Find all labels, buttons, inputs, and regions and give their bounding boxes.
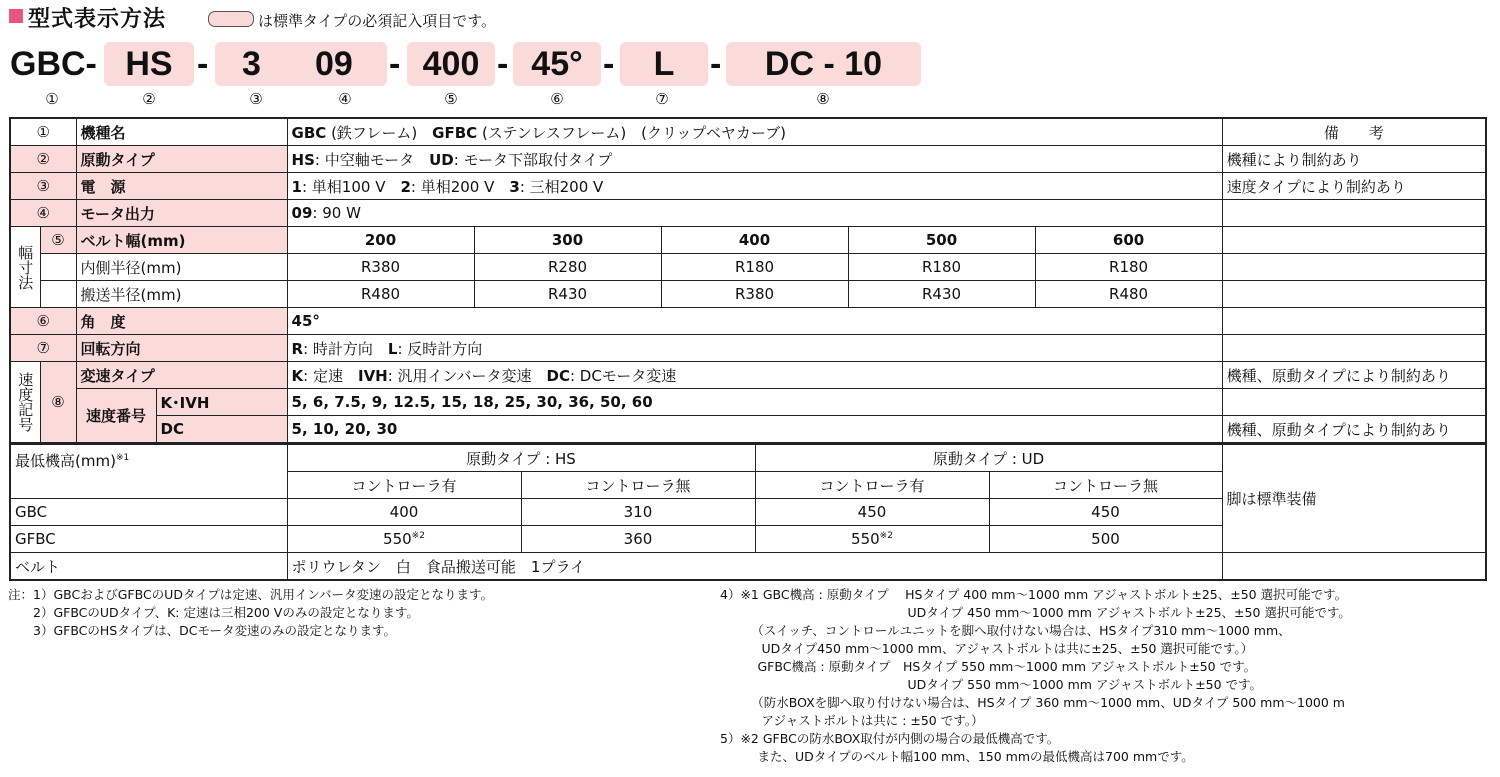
row-number: ② (10, 146, 76, 173)
code-direction: L (620, 42, 708, 86)
table-row (10, 173, 1486, 200)
dimension-label: 幅寸法 (10, 227, 40, 308)
note-line: UDタイプ 450 mm～1000 mm アジャストボルト±25、±50 選択可能です。 (720, 605, 1351, 620)
note-line: （スイッチ、コントロールユニットを脚へ取付けない場合は、HSタイプ310 mm～1000 mm、 (720, 623, 1291, 638)
row-value: 1: 単相100 V 2: 単相200 V 3: 三相200 V (287, 173, 1222, 200)
height-cell: 550$^{※2}$ (287, 526, 521, 553)
row-value: 5, 6, 7.5, 9, 12.5, 15, 18, 25, 30, 36, 50, 60 (287, 389, 1222, 416)
belt-width-cell: 500 (848, 227, 1035, 254)
row-label: 角 度 (76, 308, 287, 335)
code-dash-5: - (710, 45, 722, 83)
row-number: ③ (10, 173, 76, 200)
row-value: 09: 90 W (287, 200, 1222, 227)
note-line: GFBC機高 : 原動タイプ HSタイプ 550 mm～1000 mm アジャストボルト±50 です。 (720, 659, 1257, 674)
row-label: モータ出力 (76, 200, 287, 227)
ud-header: 原動タイプ : UD (755, 445, 1222, 472)
row-label: GBC (10, 499, 287, 526)
row-label: 機種名 (76, 118, 287, 146)
transport-radius-cell: R430 (848, 281, 1035, 308)
row-value: 5, 10, 20, 30 (287, 416, 1222, 444)
table-row (10, 445, 1486, 472)
height-table (9, 444, 1487, 581)
note-line: 2）GFBCのUDタイプ、K: 定速は三相200 Vのみの設定となります。 (8, 605, 419, 620)
inner-radius-cell: R380 (287, 254, 474, 281)
table-row (10, 389, 1486, 416)
notes-right (720, 586, 1351, 766)
hs-header: 原動タイプ : HS (287, 445, 755, 472)
note-line: 注：1）GBCおよびGFBCのUDタイプは定速、汎用インバータ変速の設定となります。 (8, 587, 493, 602)
table-row (10, 118, 1486, 146)
table-row (10, 308, 1486, 335)
height-label: 最低機高(mm)$^{※1}$ (10, 445, 287, 499)
height-cell: 500 (989, 526, 1222, 553)
row-number: ⑥ (10, 308, 76, 335)
legend-swatch (208, 11, 254, 27)
inner-radius-cell: R280 (474, 254, 661, 281)
note-line: また、UDタイプのベルト幅100 mm、150 mmの最低機高は700 mmです。 (720, 749, 1194, 764)
row-remark: 機種により制約あり (1222, 146, 1486, 173)
height-remark: 脚は標準装備 (1222, 445, 1486, 553)
sub-label: K･IVH (156, 389, 287, 416)
transport-radius-cell: R430 (474, 281, 661, 308)
height-cell: 400 (287, 499, 521, 526)
inner-radius-cell: R180 (661, 254, 848, 281)
model-spec-table (9, 117, 1487, 444)
controller-yes-header: コントローラ有 (755, 472, 989, 499)
code-dash-4: - (603, 45, 615, 83)
height-cell: 450 (755, 499, 989, 526)
title-marker (9, 9, 23, 23)
height-cell: 310 (521, 499, 755, 526)
row-number: ⑧ (40, 362, 76, 444)
row-label: ベルト幅(mm) (76, 227, 287, 254)
table-row (10, 553, 1486, 581)
speed-code-label: 速度記号 (10, 362, 40, 444)
sub-label: DC (156, 416, 287, 444)
position-number: ⑧ (816, 90, 830, 108)
note-line: 4）※1 GBC機高 : 原動タイプ HSタイプ 400 mm～1000 mm アジャストボルト±25、±50 選択可能です。 (720, 587, 1348, 602)
controller-yes-header: コントローラ有 (287, 472, 521, 499)
page-title: 型式表示方法 (28, 7, 167, 32)
row-label: 変速タイプ (76, 362, 287, 389)
spec-table (9, 117, 1485, 581)
code-dash-1: - (197, 45, 209, 83)
row-label: 回転方向 (76, 335, 287, 362)
row-remark: 速度タイプにより制約あり (1222, 173, 1486, 200)
code-hs: HS (104, 42, 194, 86)
belt-width-cell: 300 (474, 227, 661, 254)
notes-left (8, 586, 493, 640)
position-number: ② (142, 90, 156, 108)
row-label: 搬送半径(mm) (76, 281, 287, 308)
position-number: ③ (249, 90, 263, 108)
table-row (10, 200, 1486, 227)
note-line: （防水BOXを脚へ取り付けない場合は、HSタイプ 360 mm～1000 mm、UDタイプ 500 mm～1000 m (720, 695, 1345, 710)
note-line: 5）※2 GFBCの防水BOX取付が内側の場合の最低機高です。 (720, 731, 1060, 746)
row-remark: 機種、原動タイプにより制約あり (1222, 416, 1486, 444)
code-angle: 45° (513, 42, 601, 86)
transport-radius-cell: R380 (661, 281, 848, 308)
table-row (10, 335, 1486, 362)
position-number: ① (45, 90, 59, 108)
note-line: UDタイプ450 mm～1000 mm、アジャストボルトは共に±25、±50 選択可能です。） (720, 641, 1254, 656)
row-label: 内側半径(mm) (76, 254, 287, 281)
inner-radius-cell: R180 (848, 254, 1035, 281)
legend-text: は標準タイプの必須記入項目です。 (258, 12, 497, 30)
position-number: ⑥ (550, 90, 564, 108)
height-cell: 450 (989, 499, 1222, 526)
belt-width-cell: 600 (1035, 227, 1222, 254)
code-prefix: GBC- (10, 45, 97, 83)
row-value: R: 時計方向 L: 反時計方向 (287, 335, 1222, 362)
height-cell: 550$^{※2}$ (755, 526, 989, 553)
belt-width-cell: 200 (287, 227, 474, 254)
row-label: ベルト (10, 553, 287, 581)
code-width: 400 (407, 42, 495, 86)
remark-header: 備 考 (1222, 118, 1486, 146)
belt-value: ポリウレタン 白 食品搬送可能 1プライ (287, 553, 1222, 581)
note-line: UDタイプ 550 mm～1000 mm アジャストボルト±50 です。 (720, 677, 1263, 692)
row-number: ① (10, 118, 76, 146)
note-line: 3）GFBCのHSタイプは、DCモータ変速のみの設定となります。 (8, 623, 396, 638)
controller-no-header: コントローラ無 (989, 472, 1222, 499)
code-power-output (215, 42, 387, 86)
row-label: 原動タイプ (76, 146, 287, 173)
transport-radius-cell: R480 (1035, 281, 1222, 308)
row-label: 速度番号 (76, 389, 156, 444)
code-three: 3 (242, 45, 261, 83)
row-remark: 機種、原動タイプにより制約あり (1222, 362, 1486, 389)
row-number: ⑤ (40, 227, 76, 254)
table-row (10, 227, 1486, 254)
table-row (10, 281, 1486, 308)
row-number: ⑦ (10, 335, 76, 362)
height-cell: 360 (521, 526, 755, 553)
row-value: K: 定速 IVH: 汎用インバータ変速 DC: DCモータ変速 (287, 362, 1222, 389)
row-label: 電 源 (76, 173, 287, 200)
controller-no-header: コントローラ無 (521, 472, 755, 499)
position-number: ⑦ (655, 90, 669, 108)
row-label: GFBC (10, 526, 287, 553)
row-value: GBC (鉄フレーム) GFBC (ステンレスフレーム) (クリップベヤカーブ) (287, 118, 1222, 146)
row-number: ④ (10, 200, 76, 227)
belt-width-cell: 400 (661, 227, 848, 254)
transport-radius-cell: R480 (287, 281, 474, 308)
row-value: 45° (287, 308, 1222, 335)
code-dash-3: - (497, 45, 509, 83)
table-row (10, 254, 1486, 281)
table-row (10, 416, 1486, 444)
inner-radius-cell: R180 (1035, 254, 1222, 281)
code-speed: DC - 10 (726, 42, 921, 86)
position-number: ⑤ (444, 90, 458, 108)
row-value: HS: 中空軸モータ UD: モータ下部取付タイプ (287, 146, 1222, 173)
code-dash-2: - (389, 45, 401, 83)
note-line: アジャストボルトは共に : ±50 です。） (720, 713, 984, 728)
position-number: ④ (338, 90, 352, 108)
table-row (10, 362, 1486, 389)
code-nine: 09 (315, 45, 353, 83)
table-row (10, 146, 1486, 173)
